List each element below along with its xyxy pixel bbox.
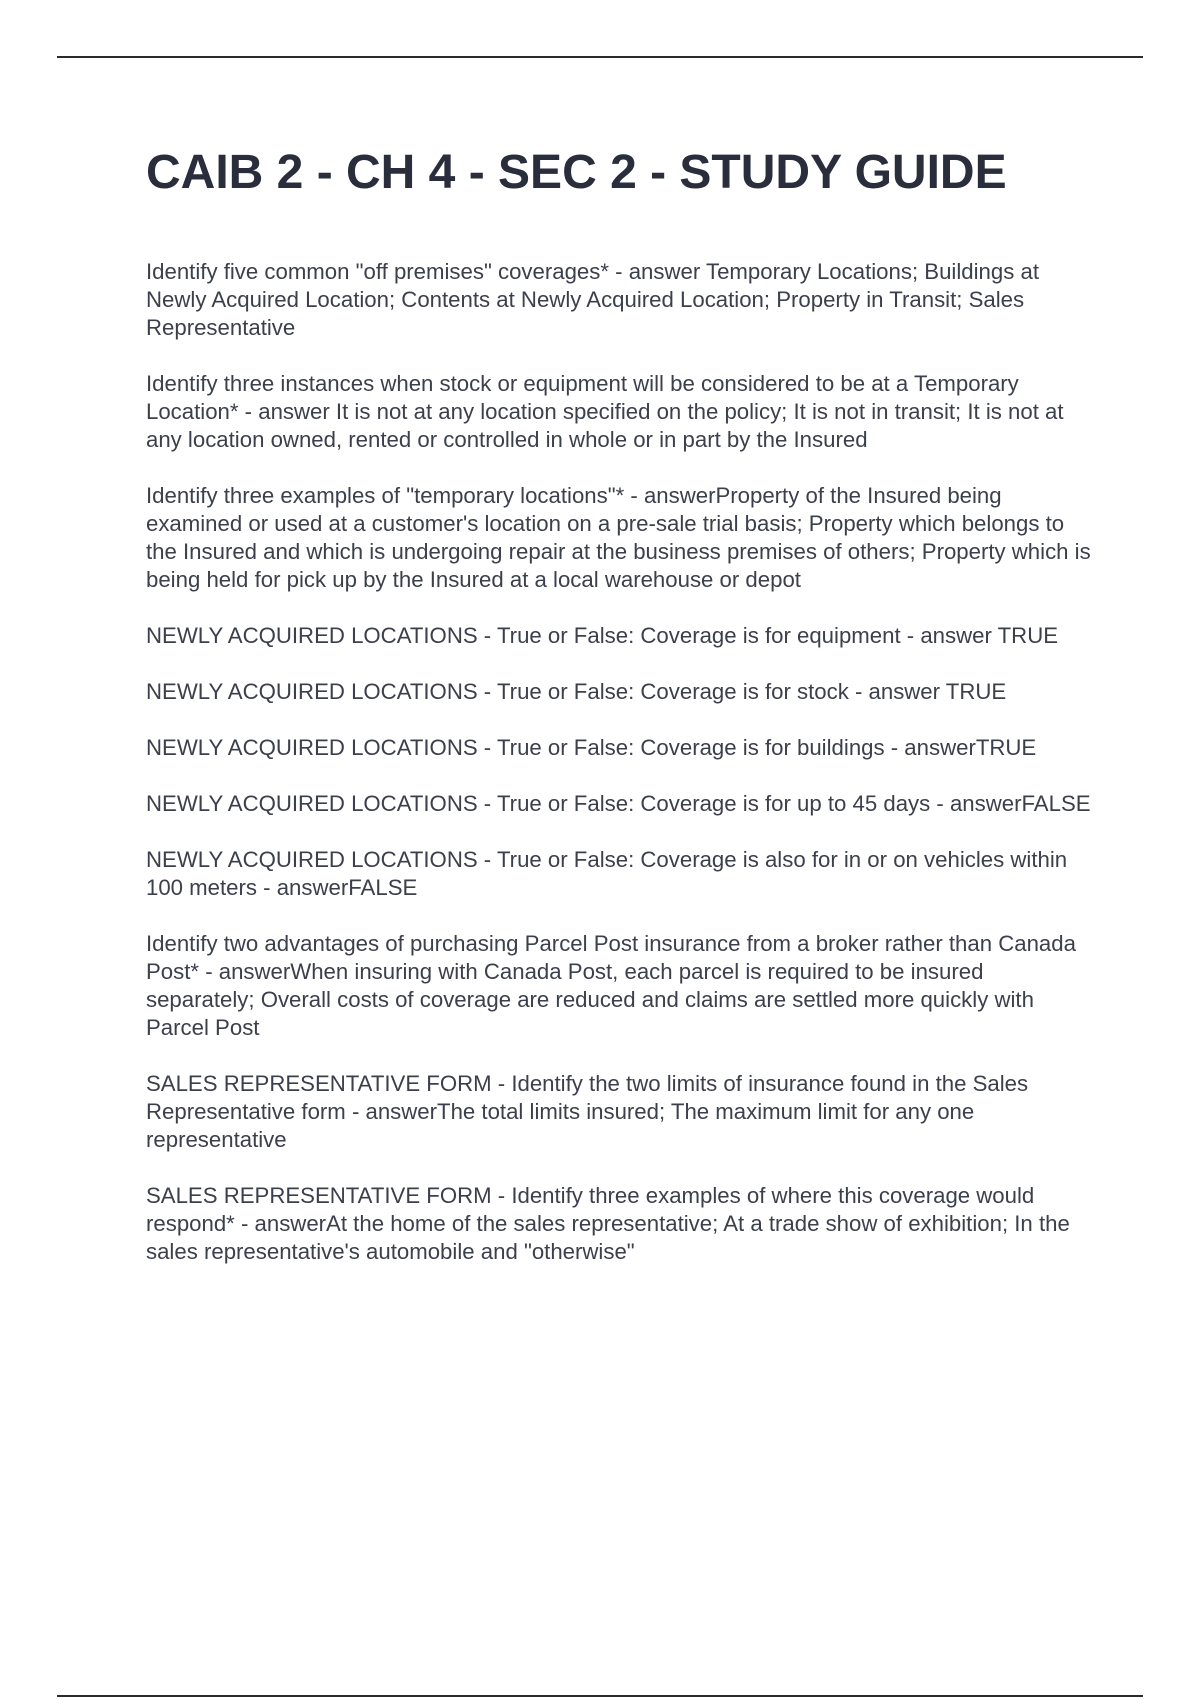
qa-list — [146, 258, 1096, 1266]
qa-item-newly-acquired-vehicles: NEWLY ACQUIRED LOCATIONS - True or False: Coverage is also for in or on vehicles within 100 meters - answerFALSE — [146, 847, 1068, 900]
qa-item-newly-acquired-buildings: NEWLY ACQUIRED LOCATIONS - True or False: Coverage is for buildings - answerTRUE — [146, 735, 1037, 760]
page-title: CAIB 2 - CH 4 - SEC 2 - STUDY GUIDE — [146, 146, 1007, 199]
qa-item-newly-acquired-45-days: NEWLY ACQUIRED LOCATIONS - True or False: Coverage is for up to 45 days - answerFALSE — [146, 791, 1091, 816]
qa-item-temporary-location-instances: Identify three instances when stock or equipment will be considered to be at a Temporary Location* - answer It is not at any location specified on the policy; It is not in transit; It is not at any location owned, rented or controlled in whole or in part by the Insured — [146, 371, 1064, 452]
qa-item-newly-acquired-stock: NEWLY ACQUIRED LOCATIONS - True or False: Coverage is for stock - answer TRUE — [146, 679, 1007, 704]
qa-item-sales-rep-limits: SALES REPRESENTATIVE FORM - Identify the two limits of insurance found in the Sales Representative form - answerThe total limits insured; The maximum limit for any one representative — [146, 1071, 1029, 1152]
qa-item-newly-acquired-equipment: NEWLY ACQUIRED LOCATIONS - True or False: Coverage is for equipment - answer TRUE — [146, 623, 1059, 648]
qa-item-temporary-location-examples: Identify three examples of "temporary locations"* - answerProperty of the Insured being examined or used at a customer's location on a pre-sale trial basis; Property which belongs to the Insured and which is undergoing repair at the business premises of others; Property which is being held for pick up by the Insured at a local warehouse or depot — [146, 483, 1091, 592]
qa-item-sales-rep-examples: SALES REPRESENTATIVE FORM - Identify three examples of where this coverage would respond* - answerAt the home of the sales representative; At a trade show of exhibition; In the sales representative's automobile and "otherwise" — [146, 1183, 1070, 1264]
top-divider — [57, 56, 1143, 58]
bottom-divider — [57, 1695, 1143, 1697]
qa-item-parcel-post-advantages: Identify two advantages of purchasing Parcel Post insurance from a broker rather than Canada Post* - answerWhen insuring with Canada Post, each parcel is required to be insured separately; Overall costs of coverage are reduced and claims are settled more quickly with Parcel Post — [146, 931, 1076, 1040]
document-body — [146, 140, 1096, 1294]
qa-item-off-premises-coverages: Identify five common "off premises" coverages* - answer Temporary Locations; Buildings at Newly Acquired Location; Contents at Newly Acquired Location; Property in Transit; Sales Representative — [146, 259, 1039, 340]
